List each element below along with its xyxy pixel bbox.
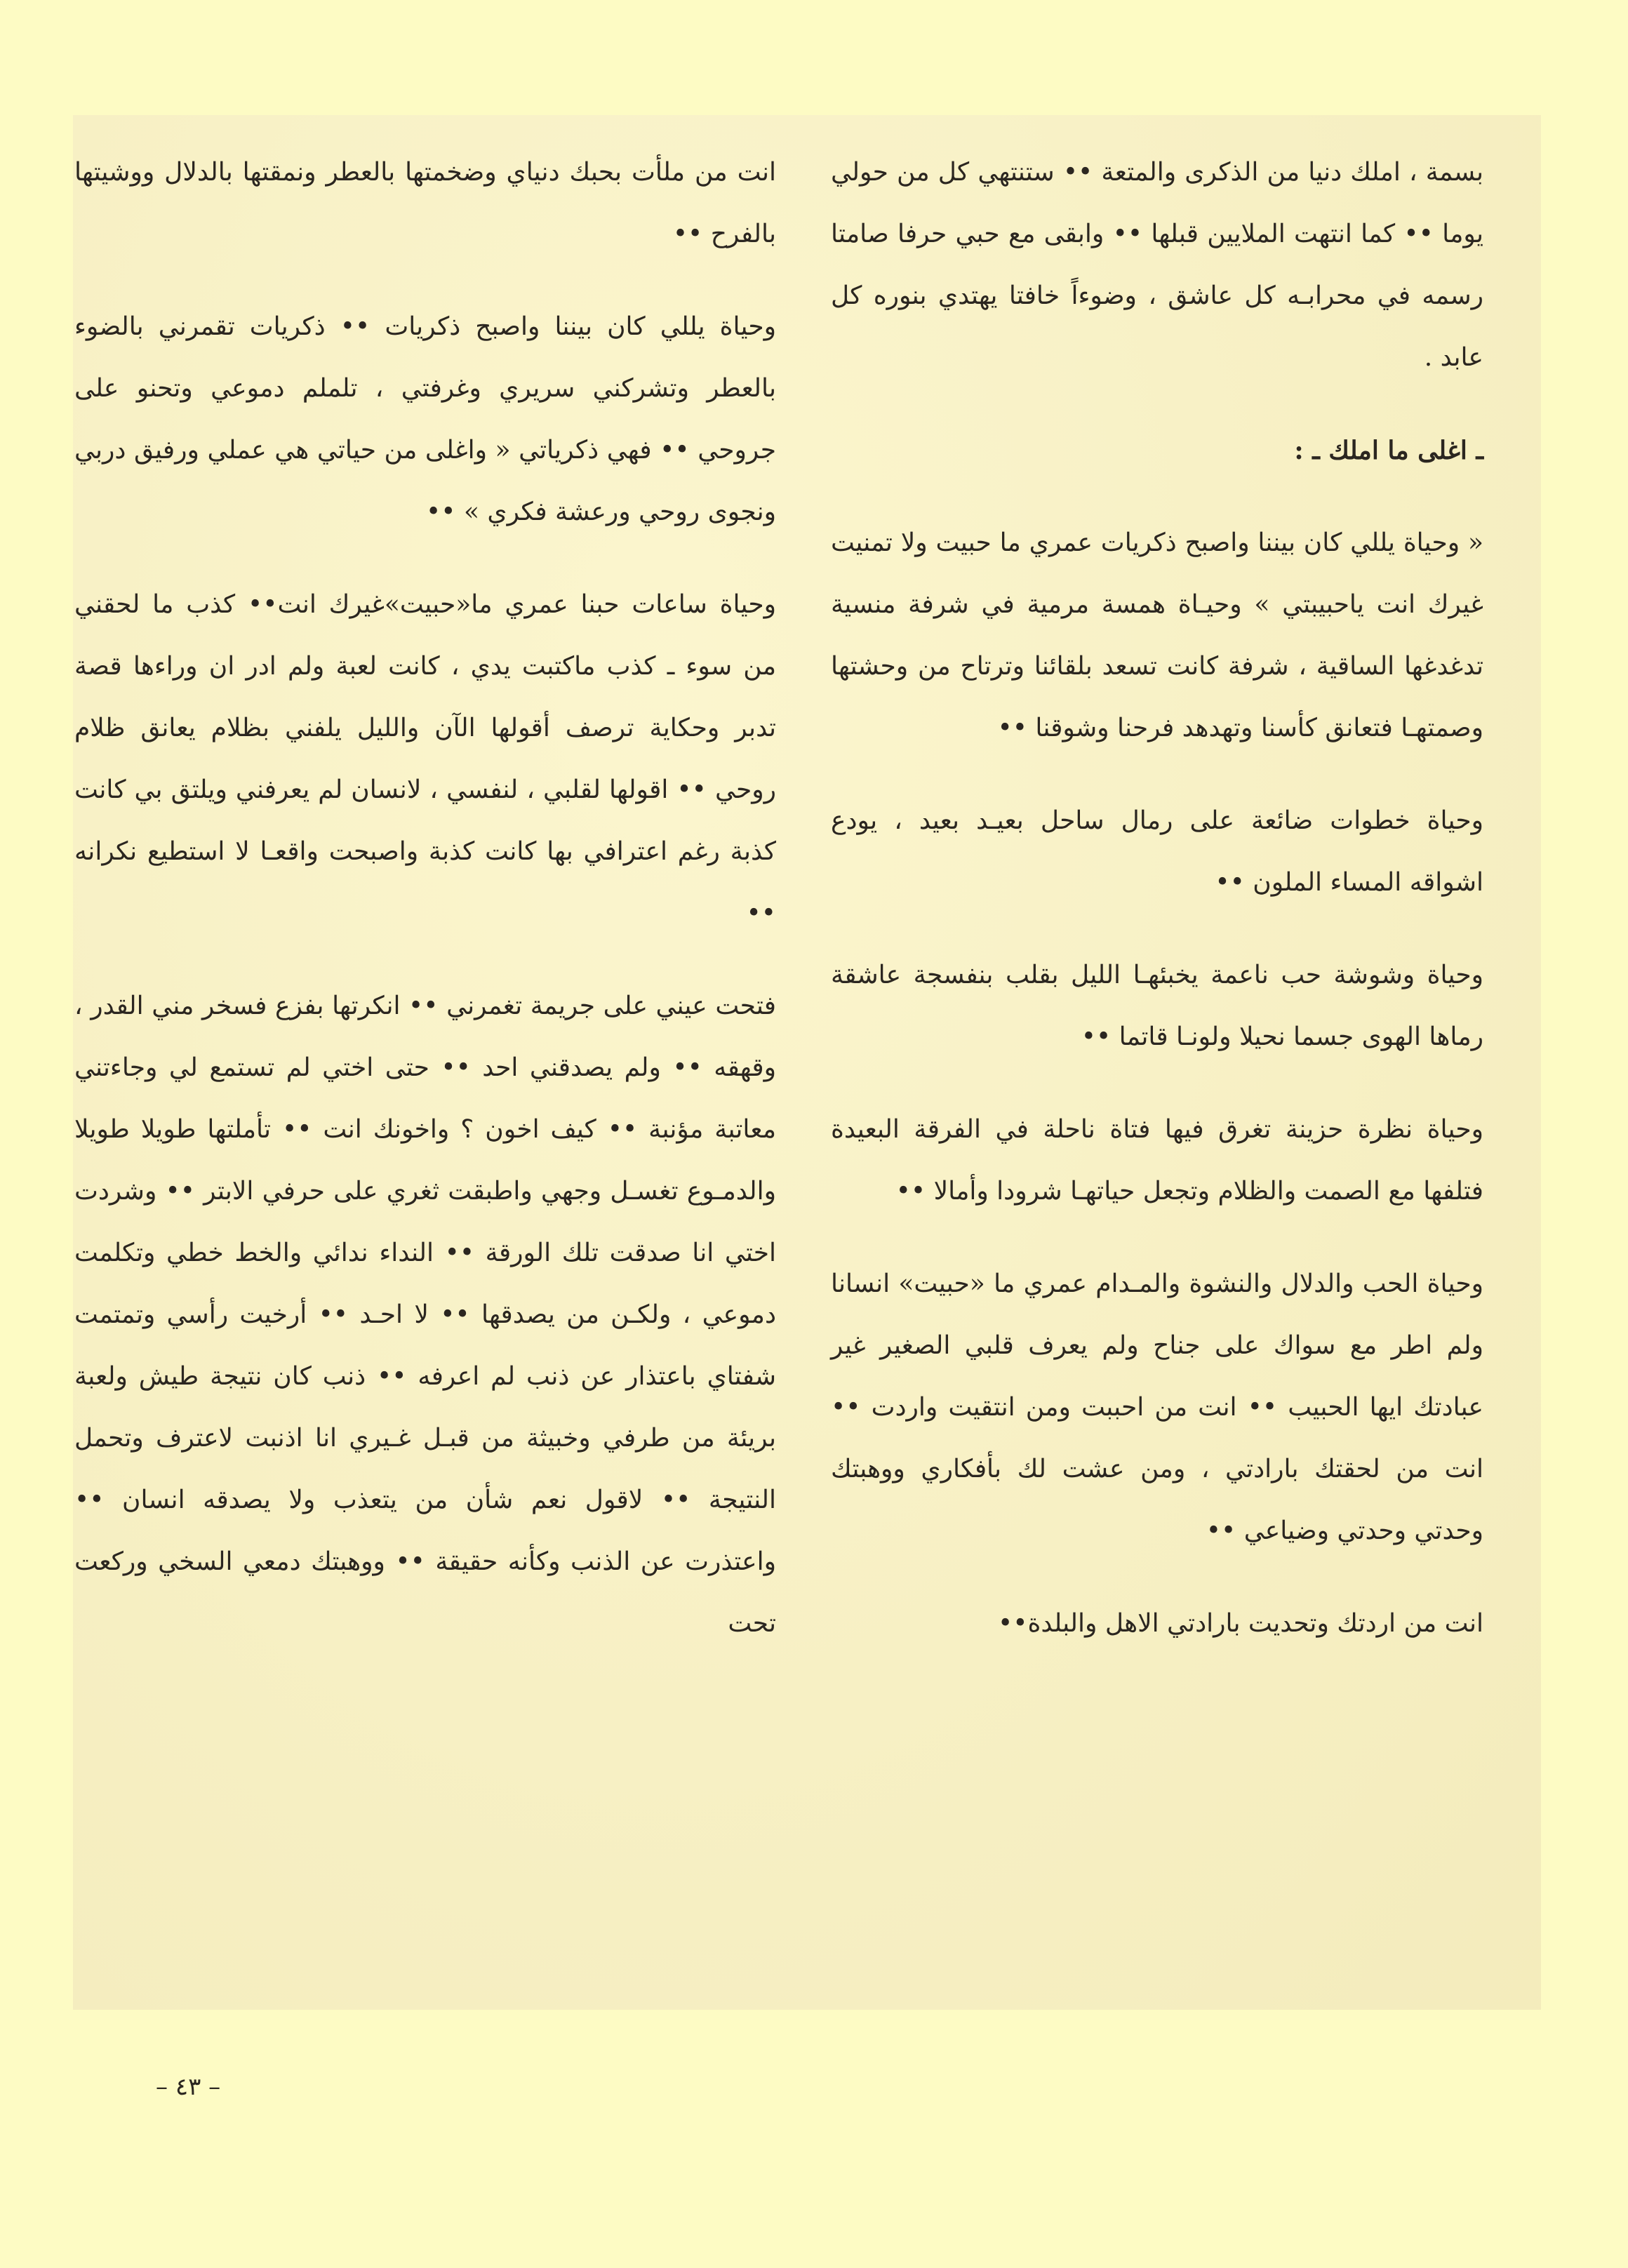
paragraph: وحياة نظرة حزينة تغرق فيها فتاة ناحلة في الفرقة البعيدة فتلفها مع الصمت والظلام وتجعل حياتهـا شرودا وأمالا •• [831,1115,1483,1206]
paragraph: « وحياة يللي كان بيننا واصبح ذكريات عمري ما حبيت ولا تمنيت غيرك انت ياحبيبتي » وحيـاة همسة مرمية في شرفة منسية تدغدغها الساقية ، شرفة كانت تسعد بلقائنا وترتاح من وحشتها وصمتهـا فتعانق كأسنا وتهدهد فرحنا وشوقنا •• [831,528,1483,742]
paragraph: فتحت عيني على جريمة تغمرني •• انكرتها بفزع فسخر مني القدر ، وقهقه •• ولم يصدقني احد •• حتى اختي لم تستمع لي وجاءتني معاتبة مؤنبة •• كيف اخون ؟ واخونك انت •• تأملتها طويلا طويلا والدمـوع تغسـل وجهي واطبقت ثغري على حرفي الابتر •• وشردت اختي انا صدقت تلك الورقة •• النداء ندائي والخط خطي وتكلمت دموعي ، ولكـن من يصدقها •• لا احـد •• أرخيت رأسي وتمتمت شفتاي باعتذار عن ذنب لم اعرفه •• ذنب كان نتيجة طيش ولعبة بريئة من طرفي وخبيثة من قبـل غـيري انا اذنبت لاعترف وتحمل النتيجة •• لاقول نعم شأن من يتعذب ولا يصدقه انسان •• واعتذرت عن الذنب وكأنه حقيقة •• ووهبتك دمعي السخي وركعت تحت [74,992,776,1638]
paragraph: انت من اردتك وتحديت بارادتي الاهل والبلدة•• [998,1609,1483,1638]
left-column [74,142,776,1686]
paragraph: وحياة الحب والدلال والنشوة والمـدام عمري ما «حبيت» انسانا ولم اطر مع سواك على جناح ولم يعرف قلبي الصغير غير عبادتك ايها الحبيب •• انت من احببت ومن انتقيت واردت •• انت من لحقتك بارادتي ، ومن عشت لك بأفكاري ووهبتك وحدتي وحدتي وضياعي •• [831,1269,1483,1545]
paragraph: وحياة ساعات حبنا عمري ما«حبيت»غيرك انت•• كذب ما لحقني من سوء ـ كذب ماكتبت يدي ، كانت لعبة ولم ادر ان وراءها قصة تدبر وحكاية ترصف أقولها الآن والليل يلفني بظلام يعانق ظلام روحي •• اقولها لقلبي ، لنفسي ، لانسان لم يعرفني ويلتق بي كانت كذبة رغم اعترافي بها كانت كذبة واصبحت واقعـا لا استطيع نكرانه •• [74,590,776,928]
paragraph: وحياة خطوات ضائعة على رمال ساحل بعيـد بعيد ، يودع اشواقه المساء الملون •• [831,806,1483,897]
page-number: – ٤٣ – [156,2073,221,2101]
paragraph: وحياة يللي كان بيننا واصبح ذكريات •• ذكريات تقمرني بالضوء بالعطر وتشركني سريري وغرفتي ، تلملم دموعي وتحنو على جروحي •• فهي ذكرياتي « واغلى من حياتي هي عملي ورفيق دربي ونجوى روحي ورعشة فكري » •• [74,312,776,526]
magazine-page [73,115,1541,2101]
paragraph: انت من ملأت بحبك دنياي وضخمتها بالعطر ونمقتها بالدلال ووشيتها بالفرح •• [74,158,776,248]
right-column [831,142,1483,1686]
paragraph: بسمة ، املك دنيا من الذكرى والمتعة •• ستنتهي كل من حولي يوما •• كما انتهت الملايين قبلها •• وابقى مع حبي حرفا صامتا رسمه في محرابـه كل عاشق ، وضوءاً خافتا يهتدي بنوره كل عابد . [831,158,1483,372]
section-heading: ـ اغلى ما املك ـ : [1294,436,1483,465]
paragraph: وحياة وشوشة حب ناعمة يخبئهـا الليل بقلب بنفسجة عاشقة رماها الهوى جسما نحيلا ولونـا قاتما •• [831,961,1483,1051]
